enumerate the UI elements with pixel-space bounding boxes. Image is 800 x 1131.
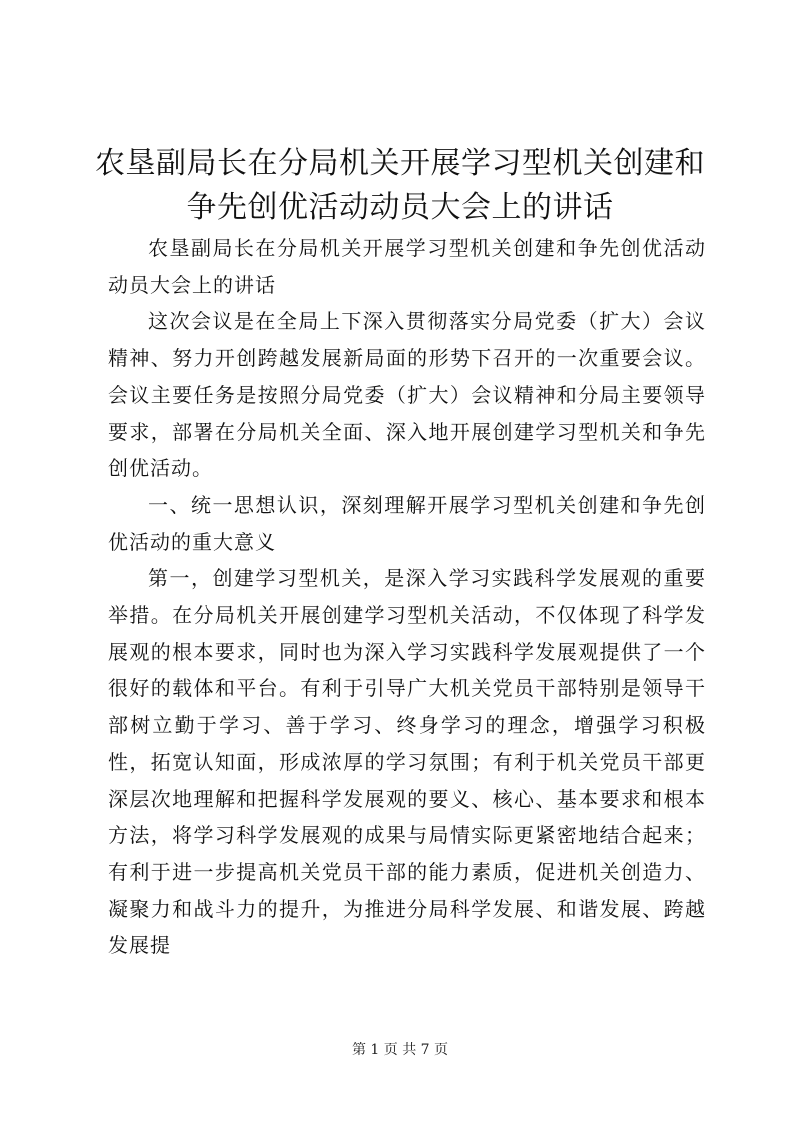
page-footer: 第 1 页 共 7 页 — [351, 1042, 449, 1058]
paragraph-subtitle: 农垦副局长在分局机关开展学习型机关创建和争先创优活动动员大会上的讲话 — [108, 236, 706, 297]
paragraph-intro: 这次会议是在全局上下深入贯彻落实分局党委（扩大）会议精神、努力开创跨越发展新局面的形势下召开的一次重要会议。会议主要任务是按照分局党委（扩大）会议精神和分局主要领导要求，部署在分局机关全面、深入地开展创建学习型机关和争先创优活动。 — [108, 309, 706, 481]
section-heading-1: 一、统一思想认识，深刻理解开展学习型机关创建和争先创优活动的重大意义 — [108, 492, 706, 554]
title-line-1: 农垦副局长在分局机关开展学习型机关创建和 — [95, 146, 705, 181]
title-line-2: 争先创优活动动员大会上的讲话 — [186, 190, 614, 225]
paragraph-first-point: 第一，创建学习型机关，是深入学习实践科学发展观的重要举措。在分局机关开展创建学习型机关活动，不仅体现了科学发展观的根本要求，同时也为深入学习实践科学发展观提供了一个很好的载体和平台。有利于引导广大机关党员干部特别是领导干部树立勤于学习、善于学习、终身学习的理念，增强学习积极性，拓宽认知面，形成浓厚的学习氛围；有利于机关党员干部更深层次地理解和把握科学发展观的要义、核心、基本要求和根本方法，将学习科学发展观的成果与局情实际更紧密地结合起来；有利于进一步提高机关党员干部的能力素质，促进机关创造力、凝聚力和战斗力的提升，为推进分局科学发展、和谐发展、跨越发展提 — [108, 566, 706, 958]
document-body — [108, 230, 706, 964]
document-title — [92, 142, 708, 230]
